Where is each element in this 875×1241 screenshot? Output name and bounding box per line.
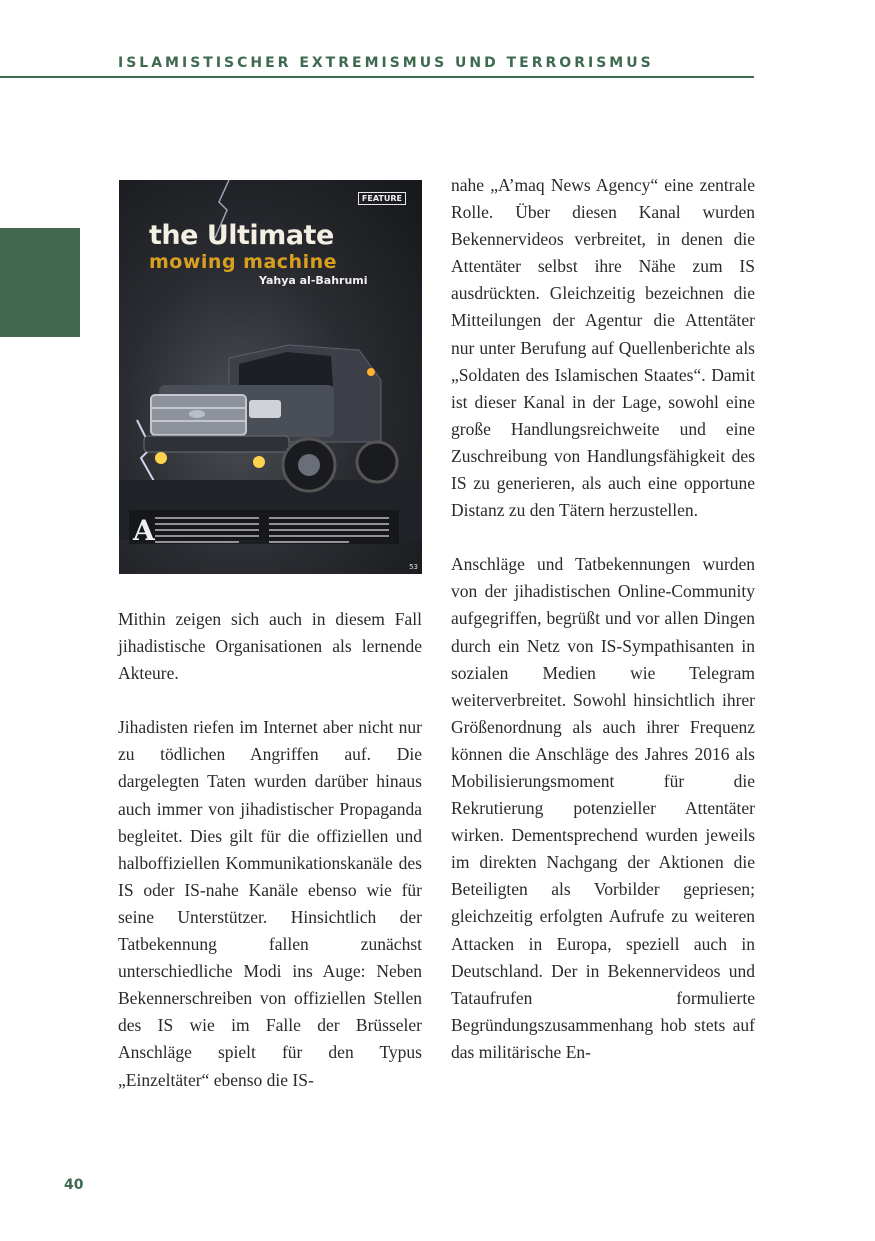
truck-wheel-rear — [357, 442, 397, 482]
marker-light — [367, 368, 375, 376]
cover-page-number: 53 — [409, 563, 418, 571]
magazine-cover-figure — [119, 180, 422, 574]
header-rule — [0, 76, 754, 78]
page-number: 40 — [64, 1177, 84, 1193]
cover-author: Yahya al-Bahrumi — [259, 274, 368, 287]
chapter-side-tab — [0, 228, 80, 337]
truck-bumper — [144, 436, 289, 452]
paragraph: Mithin zeigen sich auch in diesem Fall jihadistische Organisationen als lernende Akteure. — [118, 609, 422, 684]
fog-light-left — [155, 452, 167, 464]
cover-article-block — [129, 510, 399, 544]
cover-dropcap: A — [133, 514, 155, 547]
left-text-column — [118, 606, 422, 1094]
truck-emblem — [189, 410, 205, 418]
fog-light-right — [253, 456, 265, 468]
cover-title: the Ultimate — [149, 220, 334, 251]
running-head: ISLAMISTISCHER EXTREMISMUS UND TERRORISMUS — [118, 55, 654, 71]
paragraph: Anschläge und Tatbekennungen wurden von der jihadistischen Online-Community aufgegriffen, begrüßt und vor allen Dingen durch ein Netz von IS-Sympathisanten in sozialen Medien wie Telegram weiterverbreitet. Sowohl hinsichtlich ihrer Größenordnung als auch ihrer Frequenz können die Anschläge des Jahres 2016 als Mobilisierungsmoment für die Rekrutierung potenzieller Attentäter wirken. Dementsprechend wurden jeweils im direkten Nachgang der Aktionen die Beteiligten als Vorbilder gepriesen; gleichzeitig erfolgten Aufrufe zu weiteren Attacken in Europa, speziell auch in Deutschland. Der in Bekennervideos und Tataufrufen formulierte Begründungszusammenhang hob stets auf das militärische En- — [451, 554, 755, 1062]
cover-subtitle: mowing machine — [149, 251, 337, 273]
paragraph: Jihadisten riefen im Internet aber nicht nur zu tödlichen Angriffen auf. Die dargelegten Taten wurden darüber hinaus auch immer von jihadistischer Propaganda begleitet. Dies gilt für die offiziellen und halboffiziellen Kommunikationskanäle des IS oder IS-nahe Kanäle ebenso wie für seine Unterstützer. Hinsichtlich der Tatbekennung fallen zunächst unterschiedliche Modi ins Auge: Neben Bekennerschreiben von offiziellen Stellen des IS wie im Falle der Brüsseler Anschläge spielt für den Typus „Einzeltäter“ ebenso die IS- — [118, 717, 422, 1090]
truck-headlight — [249, 400, 281, 418]
cover-feature-badge: FEATURE — [358, 192, 406, 205]
right-text-column — [451, 172, 755, 1066]
paragraph: nahe „A’maq News Agency“ eine zentrale Rolle. Über diesen Kanal wurden Bekennervideos verbreitet, in denen die Attentäter selbst ihre Nähe zum IS ausdrückten. Gleichzeitig bezeichnen die Mitteilungen der Agentur die Attentäter nur unter Berufung auf Quellenberichte als „Soldaten des Islamischen Staates“. Damit ist dieser Kanal in der Lage, sowohl eine große Handlungsreichweite und eine Zuschreibung von Handlungsfähigkeit des IS zu generieren, als auch eine opportune Distanz zu den Tätern herzustellen. — [451, 175, 755, 521]
